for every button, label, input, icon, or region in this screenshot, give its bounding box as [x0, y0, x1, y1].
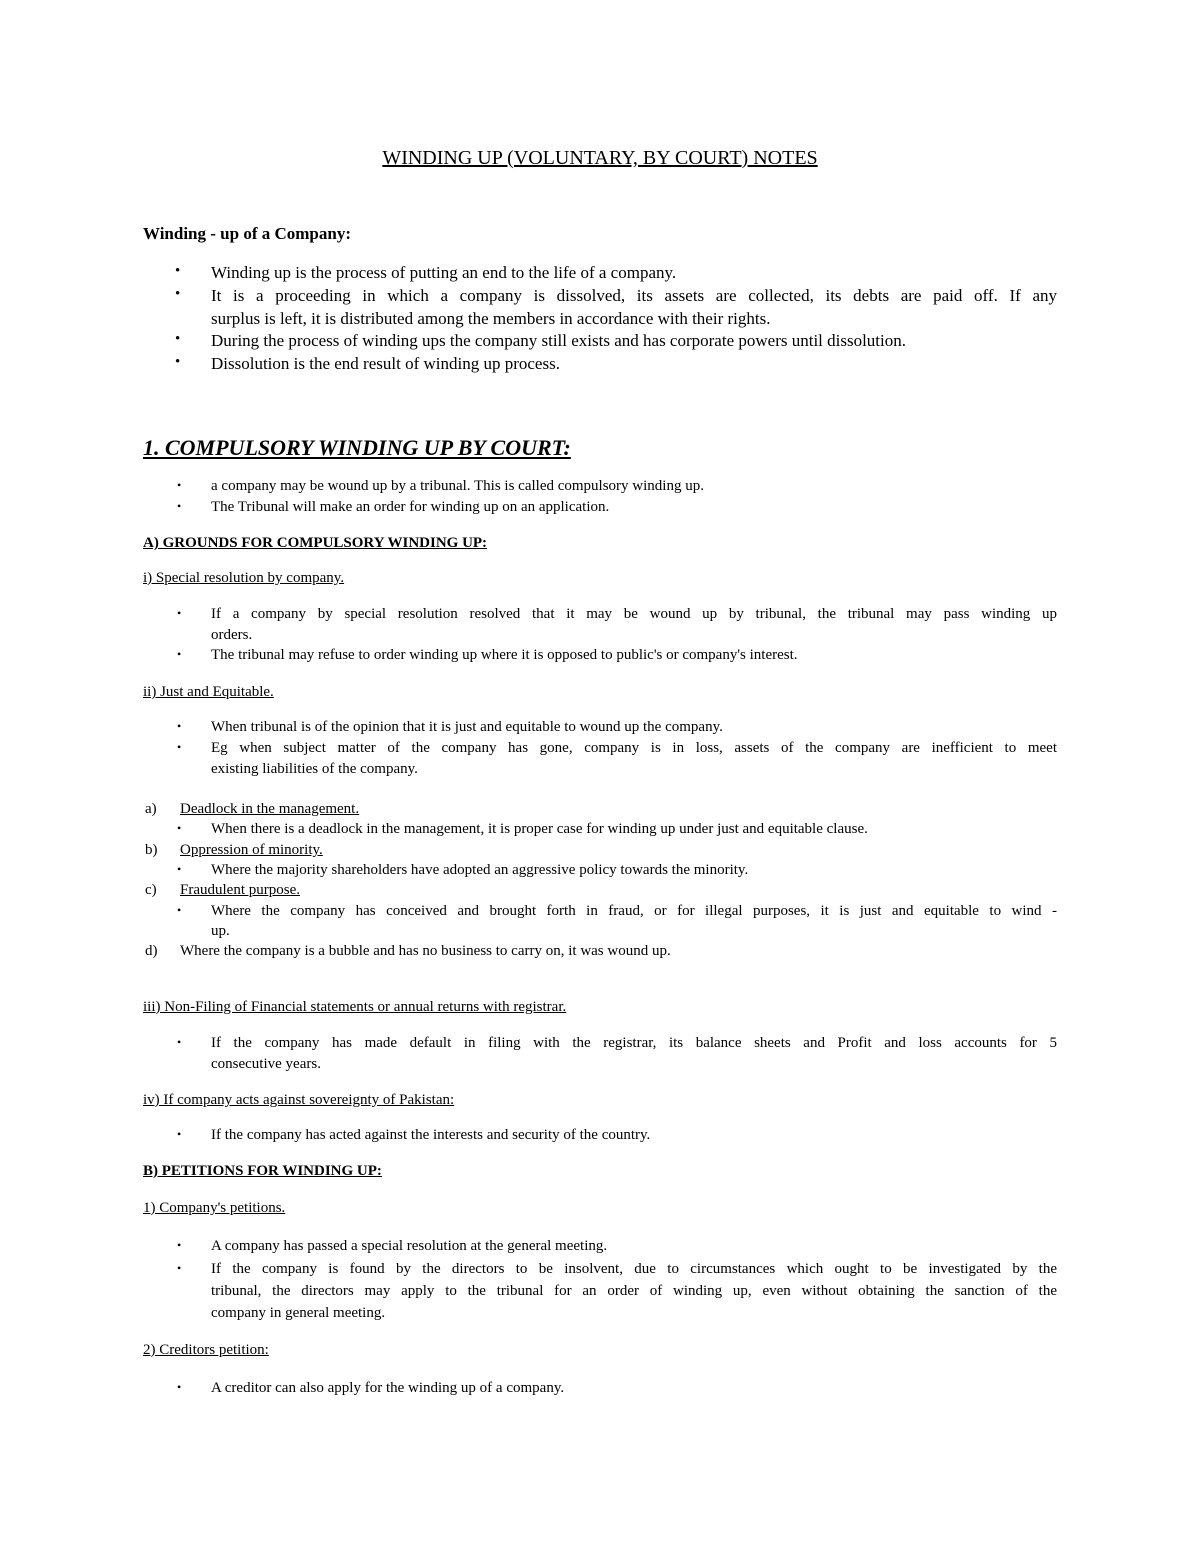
bullet-icon: • — [177, 1261, 182, 1275]
bullet-icon: • — [177, 1127, 182, 1141]
bullet-icon: • — [177, 1238, 182, 1252]
bullet-icon: • — [177, 478, 182, 492]
intro-bullet-1: Winding up is the process of putting an end to the life of a company. — [211, 263, 677, 282]
intro-bullet-2-cont: surplus is left, it is distributed among the members in accordance with their rights. — [211, 309, 771, 328]
list-item-cont: tribunal, the directors may apply to the tribunal for an order of winding up, even without obtaining the sanction of the — [211, 1283, 1057, 1299]
list-item: If the company has made default in filing with the registrar, its balance sheets and Profit and loss accounts for 5 — [211, 1035, 1057, 1051]
bullet-icon: • — [177, 606, 182, 620]
list-item: A company has passed a special resolution at the general meeting. — [211, 1238, 608, 1254]
list-item-cont: orders. — [211, 627, 253, 643]
list-item-cont: company in general meeting. — [211, 1305, 386, 1321]
subheading-special-resolution: i) Special resolution by company. — [143, 570, 345, 586]
list-item: Where the company has conceived and brought forth in fraud, or for illegal purposes, it is just and equitable to wind - — [211, 903, 1057, 919]
grounds-heading: A) GROUNDS FOR COMPULSORY WINDING UP: — [143, 535, 488, 551]
bullet-icon: • — [177, 499, 182, 513]
subheading-non-filing: iii) Non-Filing of Financial statements or annual returns with registrar. — [143, 999, 567, 1015]
list-item: When there is a deadlock in the management, it is proper case for winding up under just and equitable clause. — [211, 821, 868, 837]
subheading-company-petitions: 1) Company's petitions. — [143, 1200, 286, 1216]
list-marker: a) — [145, 801, 157, 817]
list-item: Where the majority shareholders have adopted an aggressive policy towards the minority. — [211, 862, 749, 878]
list-item: If a company by special resolution resolved that it may be wound up by tribunal, the tribunal may pass winding up — [211, 606, 1057, 622]
bullet-icon: • — [177, 821, 182, 835]
bullet-icon: • — [177, 862, 182, 876]
bullet-icon: • — [175, 263, 181, 279]
list-marker: b) — [145, 842, 158, 858]
document-title: WINDING UP (VOLUNTARY, BY COURT) NOTES — [382, 147, 818, 169]
list-item-cont: consecutive years. — [211, 1056, 321, 1072]
bullet-icon: • — [177, 719, 182, 733]
subheading-sovereignty: iv) If company acts against sovereignty of Pakistan: — [143, 1092, 455, 1108]
list-item: Eg when subject matter of the company has gone, company is in loss, assets of the company are inefficient to meet — [211, 740, 1057, 756]
list-item: When tribunal is of the opinion that it is just and equitable to wound up the company. — [211, 719, 723, 735]
subheading-creditors-petition: 2) Creditors petition: — [143, 1342, 269, 1358]
item-label-deadlock: Deadlock in the management. — [180, 801, 360, 817]
intro-bullet-2: It is a proceeding in which a company is dissolved, its assets are collected, its debts are paid off. If any — [211, 286, 1057, 305]
bullet-icon: • — [177, 740, 182, 754]
list-marker: c) — [145, 882, 157, 898]
list-item: If the company is found by the directors to be insolvent, due to circumstances which ought to be investigated by the — [211, 1261, 1057, 1277]
list-item: If the company has acted against the interests and security of the country. — [211, 1127, 651, 1143]
bullet-icon: • — [175, 354, 181, 370]
bullet-icon: • — [175, 286, 181, 302]
list-item: The tribunal may refuse to order winding up where it is opposed to public's or company's interest. — [211, 647, 798, 663]
subheading-just-equitable: ii) Just and Equitable. — [143, 684, 274, 700]
intro-bullet-3: During the process of winding ups the company still exists and has corporate powers until dissolution. — [211, 331, 907, 350]
list-item: A creditor can also apply for the winding up of a company. — [211, 1380, 565, 1396]
bullet-icon: • — [177, 1380, 182, 1394]
list-item-cont: existing liabilities of the company. — [211, 761, 418, 777]
intro-heading: Winding - up of a Company: — [143, 224, 351, 243]
item-label-bubble: Where the company is a bubble and has no business to carry on, it was wound up. — [180, 943, 671, 959]
bullet-icon: • — [177, 647, 182, 661]
list-marker: d) — [145, 943, 158, 959]
intro-bullet-4: Dissolution is the end result of winding up process. — [211, 354, 560, 373]
item-label-oppression: Oppression of minority. — [180, 842, 323, 858]
petitions-heading: B) PETITIONS FOR WINDING UP: — [143, 1163, 382, 1179]
section-heading: 1. COMPULSORY WINDING UP BY COURT: — [143, 435, 571, 460]
bullet-icon: • — [175, 331, 181, 347]
section-bullet: The Tribunal will make an order for winding up on an application. — [211, 499, 610, 515]
bullet-icon: • — [177, 903, 182, 917]
bullet-icon: • — [177, 1035, 182, 1049]
section-bullet: a company may be wound up by a tribunal. This is called compulsory winding up. — [211, 478, 704, 494]
list-item-cont: up. — [211, 923, 230, 939]
item-label-fraudulent: Fraudulent purpose. — [180, 882, 300, 898]
